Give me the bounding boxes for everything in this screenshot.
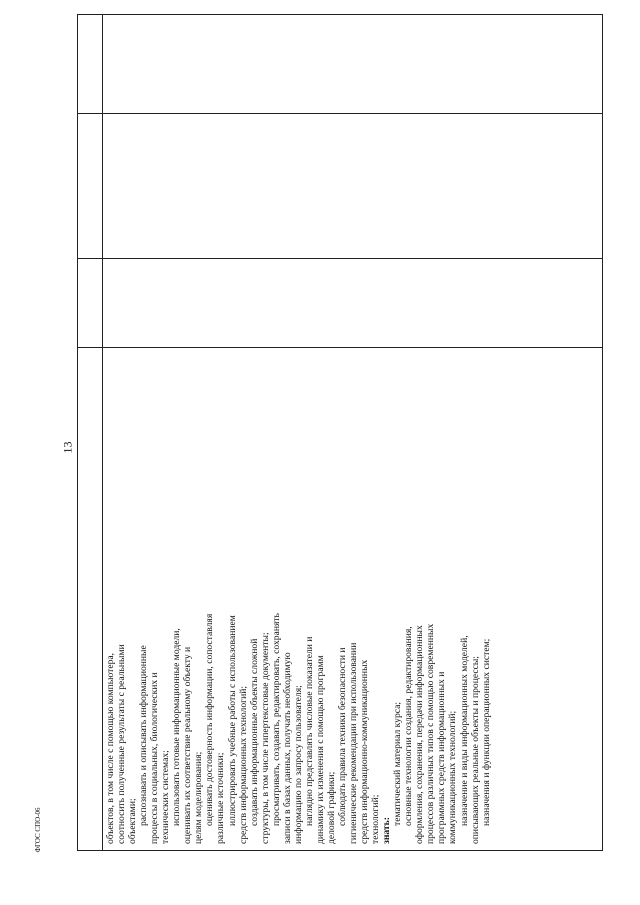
text-line: соблюдать правила техники безопасности и (336, 647, 348, 826)
table-row-divider (78, 113, 602, 114)
text-line: гигиенические рекомендации при использовании (348, 642, 360, 844)
text-line: объектами; (127, 798, 139, 844)
text-line: целям моделирования; (193, 751, 205, 844)
text-line: тематический материал курса; (392, 701, 404, 826)
text-line: использовать готовые информационные модели, (171, 628, 183, 826)
text-line: знать: (381, 817, 393, 844)
cell-content (103, 353, 602, 850)
text-line: программных средств информационных и (436, 671, 448, 844)
text-line: записи в базах данных, получать необходимую (281, 652, 293, 844)
text-line: оценивать их соответствие реальному объекту и (182, 646, 194, 844)
text-line: технологий; (370, 794, 382, 844)
page-number: 13 (60, 441, 75, 454)
text-line: распознавать и описывать информационные (138, 645, 150, 826)
text-cell (103, 353, 602, 850)
text-line: назначение и виды информационных моделей, (458, 635, 470, 826)
text-line: описывающих реальные объекты и процессы; (469, 656, 481, 844)
text-line: создавать информационные объекты сложной (248, 638, 260, 826)
text-line: оформления, сохранения, передачи информационных (414, 625, 426, 844)
text-line: наглядно представлять числовые показатели и (303, 636, 315, 826)
text-line: оценивать достоверность информации, сопоставляя (204, 613, 216, 826)
text-line: объектов, в том числе с помощью компьютера, (105, 652, 116, 844)
text-line: назначения и функции операционных систем; (480, 638, 492, 826)
table-frame (77, 14, 603, 851)
text-line: иллюстрировать учебные работы с использованием (226, 615, 238, 826)
text-line: деловой графики; (325, 771, 337, 844)
text-line: различные источники; (215, 752, 227, 844)
text-line: процессов различных типов с помощью современных (425, 623, 437, 844)
table-row-divider (78, 347, 602, 348)
text-line: информацию по запросу пользователя; (292, 685, 304, 844)
text-line: процессы в социальных, биологических и (149, 672, 161, 844)
text-line: соотносить полученные результаты с реальными (116, 644, 128, 844)
text-line: средств информационных технологий; (237, 686, 249, 844)
text-line: средств информационно-коммуникационных (359, 659, 371, 844)
text-line: динамику их изменения с помощью программ (314, 655, 326, 844)
text-line: технических системах; (160, 750, 172, 844)
text-line: коммуникационных технологий; (447, 710, 459, 844)
table-row-divider (78, 258, 602, 259)
footer-code: ФГОС СПО-06 (34, 807, 42, 853)
text-line: основные технологии создания, редактирования, (403, 626, 415, 826)
text-line: просматривать, создавать, редактировать, сохранять (270, 613, 282, 826)
text-line: структуры, в том числе гипертекстовые документы; (259, 632, 271, 844)
